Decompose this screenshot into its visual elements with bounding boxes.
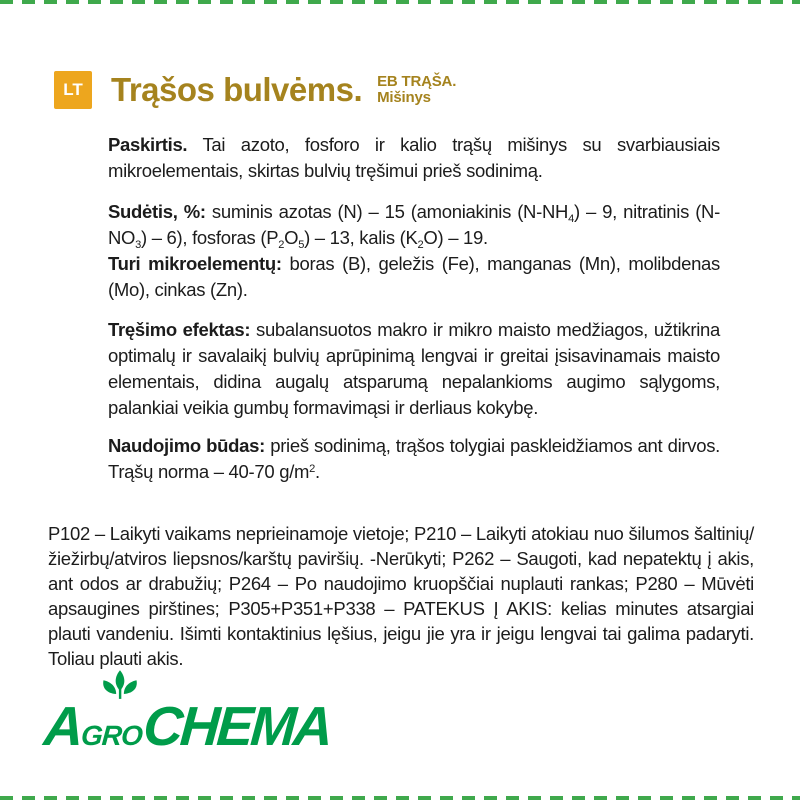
agrochema-logo	[41, 673, 344, 757]
composition-group	[108, 199, 720, 303]
logo-letter-a: A	[41, 695, 83, 757]
subtitle-line-1: EB TRĄŠA.	[377, 73, 457, 90]
product-subtitle	[377, 74, 456, 106]
paragraph-paskirtis: Paskirtis. Tai azoto, fosforo ir kalio trąšų mišinys su svarbiausiais mikroelementais, skirtas bulvių tręšimui prieš sodinimą.	[108, 134, 720, 181]
perforation-marks-bottom	[0, 796, 800, 800]
product-title: Trąšos bulvėms.	[111, 71, 363, 108]
paragraph-mikroelementai: Turi mikroelementų: boras (B), geležis (Fe), manganas (Mn), molibdenas (Mo), cinkas (Zn).	[108, 253, 720, 300]
header	[54, 70, 800, 110]
paragraph-tresimo-efektas: Tręšimo efektas: subalansuotos makro ir mikro maisto medžiagos, užtikrina optimalų ir savalaikį bulvių aprūpinimą lengvai ir greitai įsisavinamais maisto elementais, didina augalų atsparumą nepalankioms augimo sąlygoms, palankiai veikia gumbų formavimąsi ir derliaus kokybę.	[108, 319, 721, 418]
logo-wordmark	[41, 695, 345, 757]
logo-letters-chema: CHEMA	[141, 695, 333, 757]
paragraph-sudetis: Sudėtis, %: suminis azotas (N) – 15 (amoniakinis $(N-NH_4) - 9$, nitratinis $(N-NO_3) - 6$), fosforas $(P_2O_5) - 13$, kalis $(K_2O) - 19$.	[108, 201, 720, 251]
label-body-text	[108, 132, 720, 485]
paragraph-precautions: P102 – Laikyti vaikams neprieinamoje vietoje; P210 – Laikyti atokiau nuo šilumos šaltinių/žiežirbų/atviros liepsnos/karštų paviršių. -Nerūkyti; P262 – Saugoti, kad nepatektų į akis, ant odos ar drabužių; P264 – Po naudojimo kruopščiai nuplauti rankas; P280 – Mūvėti apsaugines pirštines; P305+P351+P338 – PATEKUS Į AKIS: kelias minutes atsargiai plauti vandeniu. Išimti kontaktinius lęšius, jeigu jie yra ir jeigu lengvai tai galima padaryti. Toliau plauti akis.	[48, 523, 754, 669]
subtitle-line-2: Mišinys	[377, 89, 431, 106]
paragraph-naudojimo-budas: Naudojimo būdas: prieš sodinimą, trąšos tolygiai paskleidžiamos ant dirvos. Trąšų norma – 40-70 $g/m^2$.	[108, 435, 720, 482]
language-badge: LT	[54, 71, 92, 109]
logo-letters-gro: GRO	[80, 720, 143, 751]
perforation-marks-top	[0, 0, 800, 4]
